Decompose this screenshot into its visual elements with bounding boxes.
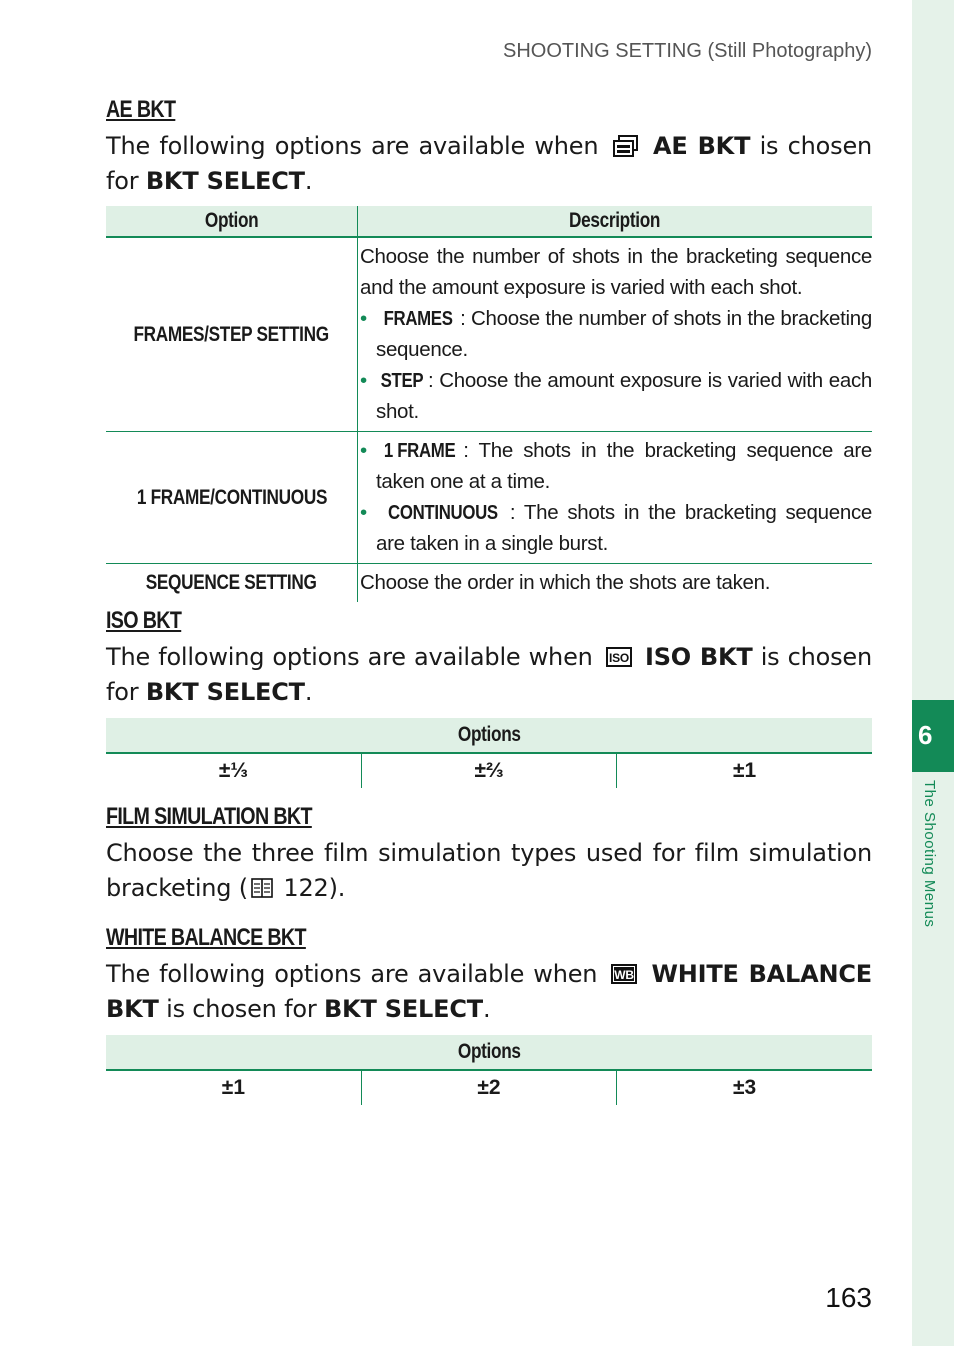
row-description: Choose the order in which the shots are taken.: [360, 571, 771, 594]
ae-bkt-intro: The following options are available when AE BKT is chosen for BKT SELECT.: [106, 132, 873, 195]
table-row: [106, 237, 872, 432]
option-cell: ±⅔: [361, 753, 616, 788]
bullet-item: • CONTINUOUS : The shots in the bracketing sequence are taken in a single burst.: [360, 497, 872, 559]
options-header: Options: [106, 718, 872, 753]
option-cell: ±2: [361, 1070, 616, 1105]
film-sim-bkt-heading: FILM SIMULATION BKT: [106, 803, 312, 830]
wb-bkt-heading: WHITE BALANCE BKT: [106, 924, 306, 951]
iso-bkt-icon: [605, 646, 633, 668]
option-column-header: Option: [106, 206, 358, 237]
table-row: [106, 432, 872, 564]
film-sim-bkt-text: Choose the three film simulation types used for film simulation bracketing ( 122).: [106, 839, 872, 902]
bullet-item: • STEP : Choose the amount exposure is varied with each shot.: [360, 365, 872, 427]
row-label: FRAMES/STEP SETTING: [106, 237, 358, 432]
wb-bkt-intro: The following options are available when WB WHITE BALANCE BKT is chosen for BKT SELECT.: [106, 960, 872, 1023]
row-label: SEQUENCE SETTING: [106, 564, 358, 603]
bullet-item: • 1 FRAME : The shots in the bracketing sequence are taken one at a time.: [360, 435, 872, 497]
table-header-row: [106, 206, 872, 237]
bullet-item: • FRAMES : Choose the number of shots in the bracketing sequence.: [360, 303, 872, 365]
row-description: Choose the number of shots in the bracketing sequence and the amount exposure is varied with each shot. • FRAMES : Choose the number of shots in the bracketing sequence. • STEP : Choose the amount exposure is varied with each shot.: [358, 237, 873, 432]
description-column-header: Description: [358, 206, 873, 237]
iso-bkt-options-table: [106, 718, 872, 788]
ae-bkt-heading: AE BKT: [106, 96, 176, 123]
ae-bkt-icon: [612, 135, 640, 157]
chapter-number: 6: [918, 720, 933, 750]
option-cell: ±1: [221, 1076, 246, 1099]
book-reference-icon: [250, 877, 274, 899]
wb-bkt-options-table: [106, 1035, 872, 1105]
option-cell: ±1: [617, 753, 872, 788]
option-cell: ±⅓: [218, 759, 248, 782]
ae-bkt-table: [106, 206, 872, 602]
page-number: 163: [825, 1282, 872, 1313]
options-header: Options: [106, 1035, 872, 1070]
svg-text:ISO: ISO: [608, 651, 629, 665]
side-band: [912, 0, 954, 1346]
chapter-title: The Shooting Menus: [921, 780, 938, 928]
iso-bkt-intro: The following options are available when ISO ISO BKT is chosen for BKT SELECT.: [106, 643, 872, 706]
row-label: 1 FRAME/CONTINUOUS: [106, 432, 358, 564]
page-reference[interactable]: 122: [283, 874, 329, 902]
row-description: [358, 432, 873, 564]
iso-bkt-heading: ISO BKT: [106, 607, 182, 634]
chapter-tab: [912, 700, 954, 772]
svg-text:WB: WB: [614, 968, 635, 982]
running-head: SHOOTING SETTING (Still Photography): [503, 40, 872, 62]
table-row: [106, 564, 872, 603]
option-cell: ±3: [617, 1070, 872, 1105]
wb-bkt-icon: [610, 963, 638, 985]
